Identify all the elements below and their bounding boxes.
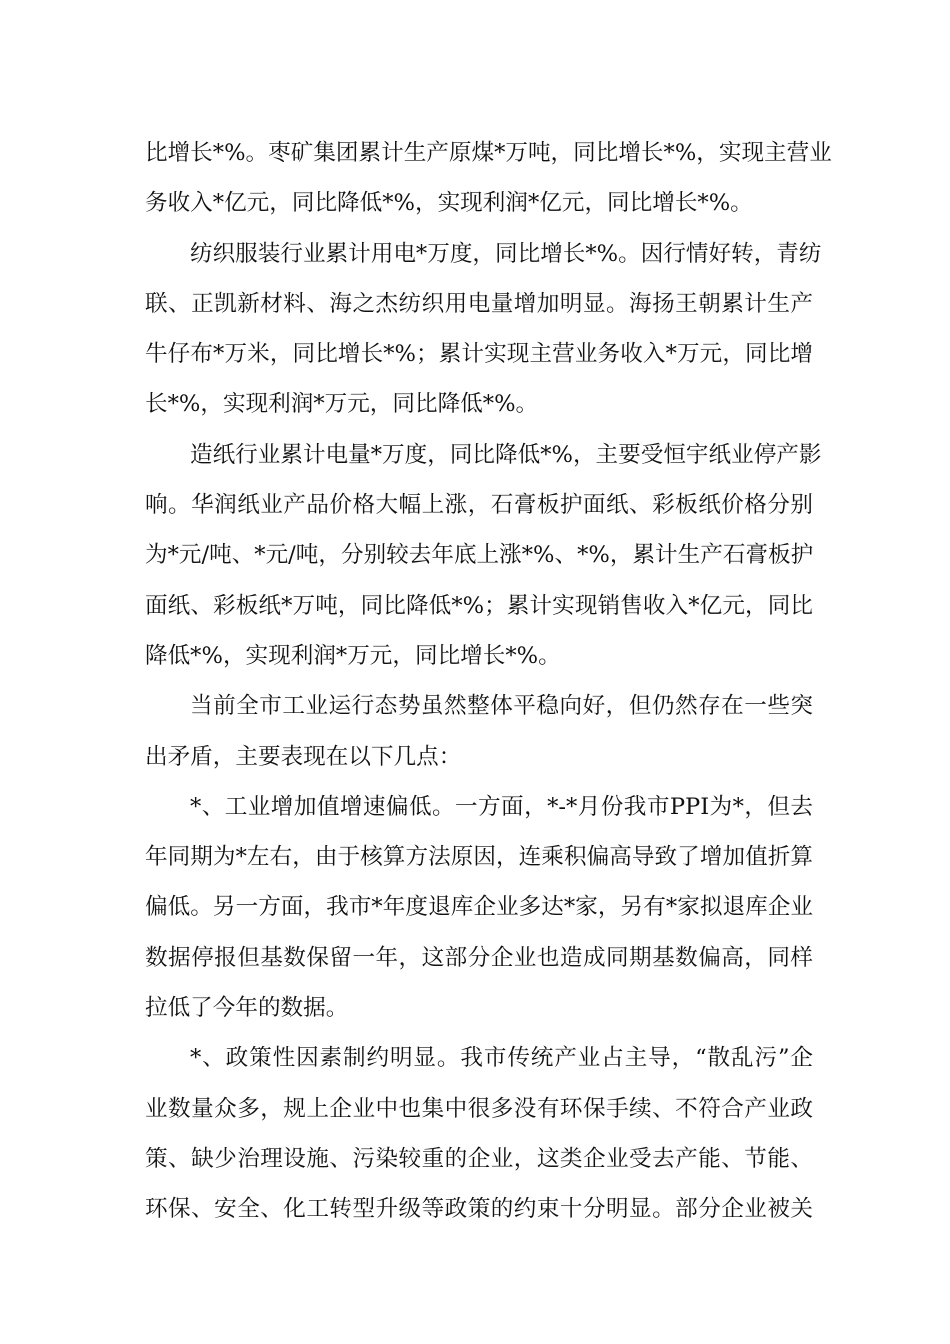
text-line: 降低*%，实现利润*万元，同比增长*%。 (145, 642, 561, 669)
text-line: 偏低。另一方面，我市*年度退库企业多达*家，另有*家拟退库企业 (145, 894, 813, 921)
text-line: *、工业增加值增速偏低。一方面，*-*月份我市PPI为*，但去 (190, 793, 813, 820)
text-line: 年同期为*左右，由于核算方法原因，连乘积偏高导致了增加值折算 (145, 844, 813, 871)
text-line: 纺织服装行业累计用电*万度，同比增长*%。因行情好转，青纺 (190, 240, 822, 267)
text-line: 当前全市工业运行态势虽然整体平稳向好，但仍然存在一些突 (190, 693, 813, 720)
text-line: 联、正凯新材料、海之杰纺织用电量增加明显。海扬王朝累计生产 (145, 290, 813, 317)
text-line: *、政策性因素制约明显。我市传统产业占主导，“散乱污”企 (190, 1045, 813, 1072)
text-line: 响。华润纸业产品价格大幅上涨，石膏板护面纸、彩板纸价格分别 (145, 492, 813, 519)
text-line: 比增长*%。枣矿集团累计生产原煤*万吨，同比增长*%，实现主营业 (145, 140, 832, 166)
text-line: 拉低了今年的数据。 (145, 995, 349, 1022)
text-line: 造纸行业累计电量*万度，同比降低*%，主要受恒宇纸业停产影 (190, 441, 822, 468)
text-line: 为*元/吨、*元/吨，分别较去年底上涨*%、*%，累计生产石膏板护 (145, 542, 814, 569)
text-line: 环保、安全、化工转型升级等政策的约束十分明显。部分企业被关 (145, 1196, 813, 1223)
text-line: 业数量众多，规上企业中也集中很多没有环保手续、不符合产业政 (145, 1095, 813, 1122)
document-body (145, 128, 832, 1235)
text-line: 出矛盾，主要表现在以下几点： (145, 743, 462, 770)
text-line: 数据停报但基数保留一年，这部分企业也造成同期基数偏高，同样 (145, 944, 813, 971)
text-line: 长*%，实现利润*万元，同比降低*%。 (145, 391, 539, 418)
text-line: 策、缺少治理设施、污染较重的企业，这类企业受去产能、节能、 (145, 1145, 813, 1172)
text-line: 牛仔布*万米，同比增长*%；累计实现主营业务收入*万元，同比增 (145, 341, 813, 368)
text-line: 务收入*亿元，同比降低*%，实现利润*亿元，同比增长*%。 (145, 190, 753, 217)
text-line: 面纸、彩板纸*万吨，同比降低*%；累计实现销售收入*亿元，同比 (145, 592, 813, 619)
